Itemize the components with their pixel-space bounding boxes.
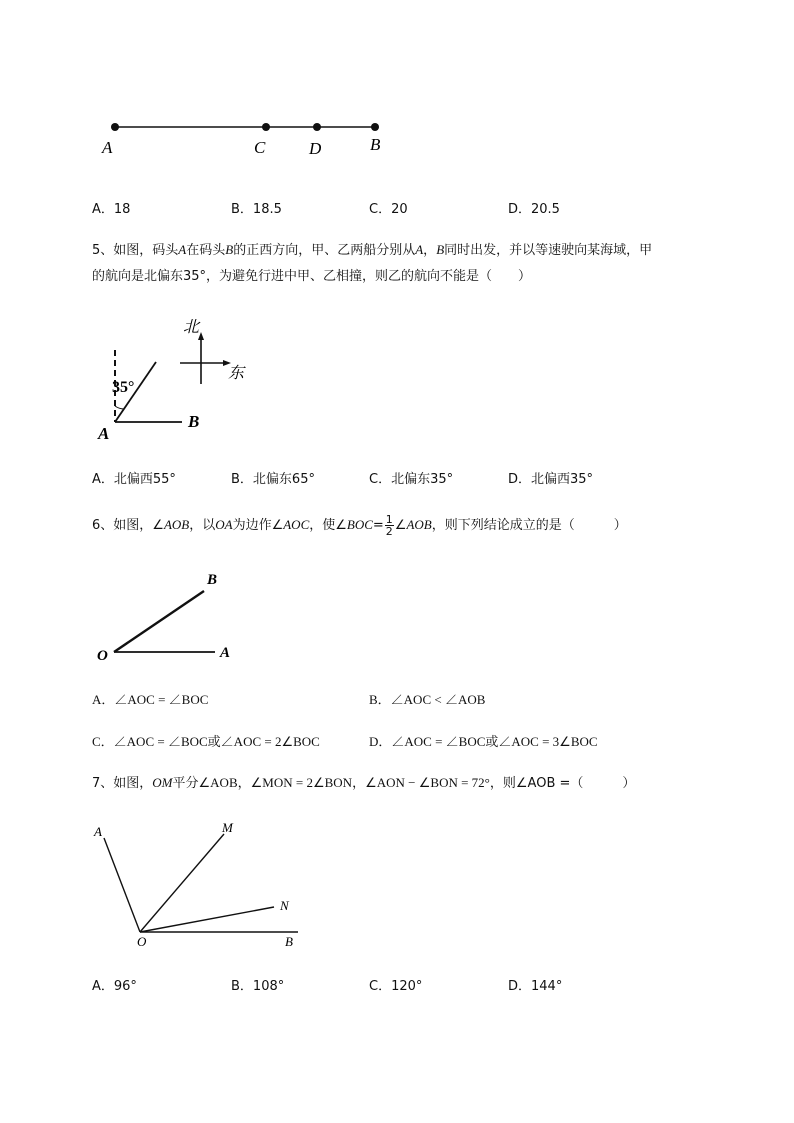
point-a-label: A [94, 824, 102, 839]
q6-text-mid4: ∠ [394, 518, 407, 533]
point-b-label: B [370, 135, 381, 154]
q5-var-a2: A [415, 242, 424, 257]
q5-question-line1 [92, 242, 652, 259]
point-c-dot [262, 123, 270, 131]
point-a-label: A [98, 424, 110, 443]
q7-var-om: OM [152, 775, 173, 790]
ray-oa [104, 838, 140, 932]
point-a-label: A [102, 138, 113, 157]
point-c-label: C [254, 138, 266, 157]
q7-text-pre: 7、如图， [92, 776, 153, 791]
q6-text-mid2: 为边作∠ [232, 518, 284, 533]
q7-sep2: ， [352, 776, 366, 791]
q5-sep: ， [423, 243, 437, 258]
point-a-label: A [220, 645, 231, 661]
q6-angle-figure [90, 568, 250, 668]
q7-question [92, 775, 635, 792]
q6-text-post: ，则下列结论成立的是（ ） [431, 518, 627, 533]
q5-direction-figure [90, 310, 260, 445]
q6-text-mid1: ，以 [189, 518, 216, 533]
point-d-dot [313, 123, 321, 131]
q6-var-oa: OA [215, 517, 233, 532]
point-o-label: O [97, 648, 108, 664]
q6-text-pre: 6、如图，∠ [92, 518, 164, 533]
q6-text-mid3: ，使∠ [309, 518, 347, 533]
point-b-label: B [285, 934, 293, 949]
q7-expr1: ∠AOB [198, 775, 238, 790]
q7-option-c[interactable]: C．120° [369, 979, 423, 994]
east-label: 东 [228, 363, 245, 382]
q6-var-aob: AOB [163, 517, 190, 532]
q5-text-b: 在码头 [186, 243, 226, 258]
q7-option-d[interactable]: D．144° [508, 979, 563, 994]
q6-var-aoc: AOC [283, 517, 310, 532]
q4-option-d[interactable]: D．20.5 [508, 202, 560, 217]
q6-eq: = [372, 518, 384, 533]
point-b-label: B [207, 572, 218, 588]
q4-segment-figure [96, 112, 396, 162]
point-d-label: D [309, 139, 322, 158]
q6-question [92, 514, 627, 537]
q5-option-b[interactable]: B．北偏东65° [231, 472, 315, 487]
q7-angle-figure [88, 816, 308, 951]
point-b-label: B [188, 412, 200, 431]
q5-option-d[interactable]: D．北偏西35° [508, 472, 594, 487]
q5-var-a: A [178, 242, 187, 257]
point-m-label: M [222, 820, 233, 835]
q5-question-line2: 的航向是北偏东35°，为避免行进中甲、乙相撞，则乙的航向不能是（ ） [92, 269, 532, 284]
q5-var-b: B [225, 242, 234, 257]
q6-frac-den: 2 [385, 525, 393, 538]
q6-var-boc: BOC [346, 517, 373, 532]
q7-sep1: ， [237, 776, 251, 791]
q7-text-mid1: 平分 [172, 776, 199, 791]
q5-text-c: 的正西方向，甲、乙两船分别从 [233, 243, 416, 258]
point-a-dot [111, 123, 119, 131]
q7-option-b[interactable]: B．108° [231, 979, 285, 994]
q5-text-d: 同时出发，并以等速驶向某海域，甲 [444, 243, 653, 258]
q6-option-b[interactable]: B．∠AOC < ∠AOB [369, 692, 486, 707]
point-o-label: O [137, 934, 147, 949]
north-label: 北 [183, 317, 200, 336]
q7-option-a[interactable]: A．96° [92, 979, 137, 994]
q5-option-a[interactable]: A．北偏西55° [92, 472, 176, 487]
q7-text-post: ，则∠AOB =（ ） [489, 776, 636, 791]
q6-frac-num: 1 [385, 513, 393, 526]
ray-on [140, 907, 274, 932]
point-b-dot [371, 123, 379, 131]
angle-arc [115, 406, 124, 409]
q4-option-a[interactable]: A．18 [92, 202, 131, 217]
q7-expr3: ∠AON − ∠BON = 72° [365, 775, 490, 790]
q4-option-c[interactable]: C．20 [369, 202, 408, 217]
q6-option-a[interactable]: A．∠AOC = ∠BOC [92, 692, 209, 707]
angle-35-label: 35° [112, 379, 135, 396]
q5-var-b2: B [436, 242, 445, 257]
q5-text-a: 5、如图，码头 [92, 243, 179, 258]
q7-expr2: ∠MON = 2∠BON [250, 775, 353, 790]
ray-ob [114, 591, 204, 652]
q6-var-aob2: AOB [406, 517, 432, 532]
q6-option-c[interactable]: C．∠AOC = ∠BOC或∠AOC = 2∠BOC [92, 734, 320, 749]
q6-fraction [385, 514, 394, 537]
q4-option-b[interactable]: B．18.5 [231, 202, 282, 217]
q5-option-c[interactable]: C．北偏东35° [369, 472, 454, 487]
q6-option-d[interactable]: D．∠AOC = ∠BOC或∠AOC = 3∠BOC [369, 734, 598, 749]
point-n-label: N [280, 898, 289, 913]
ray-om [140, 834, 224, 932]
